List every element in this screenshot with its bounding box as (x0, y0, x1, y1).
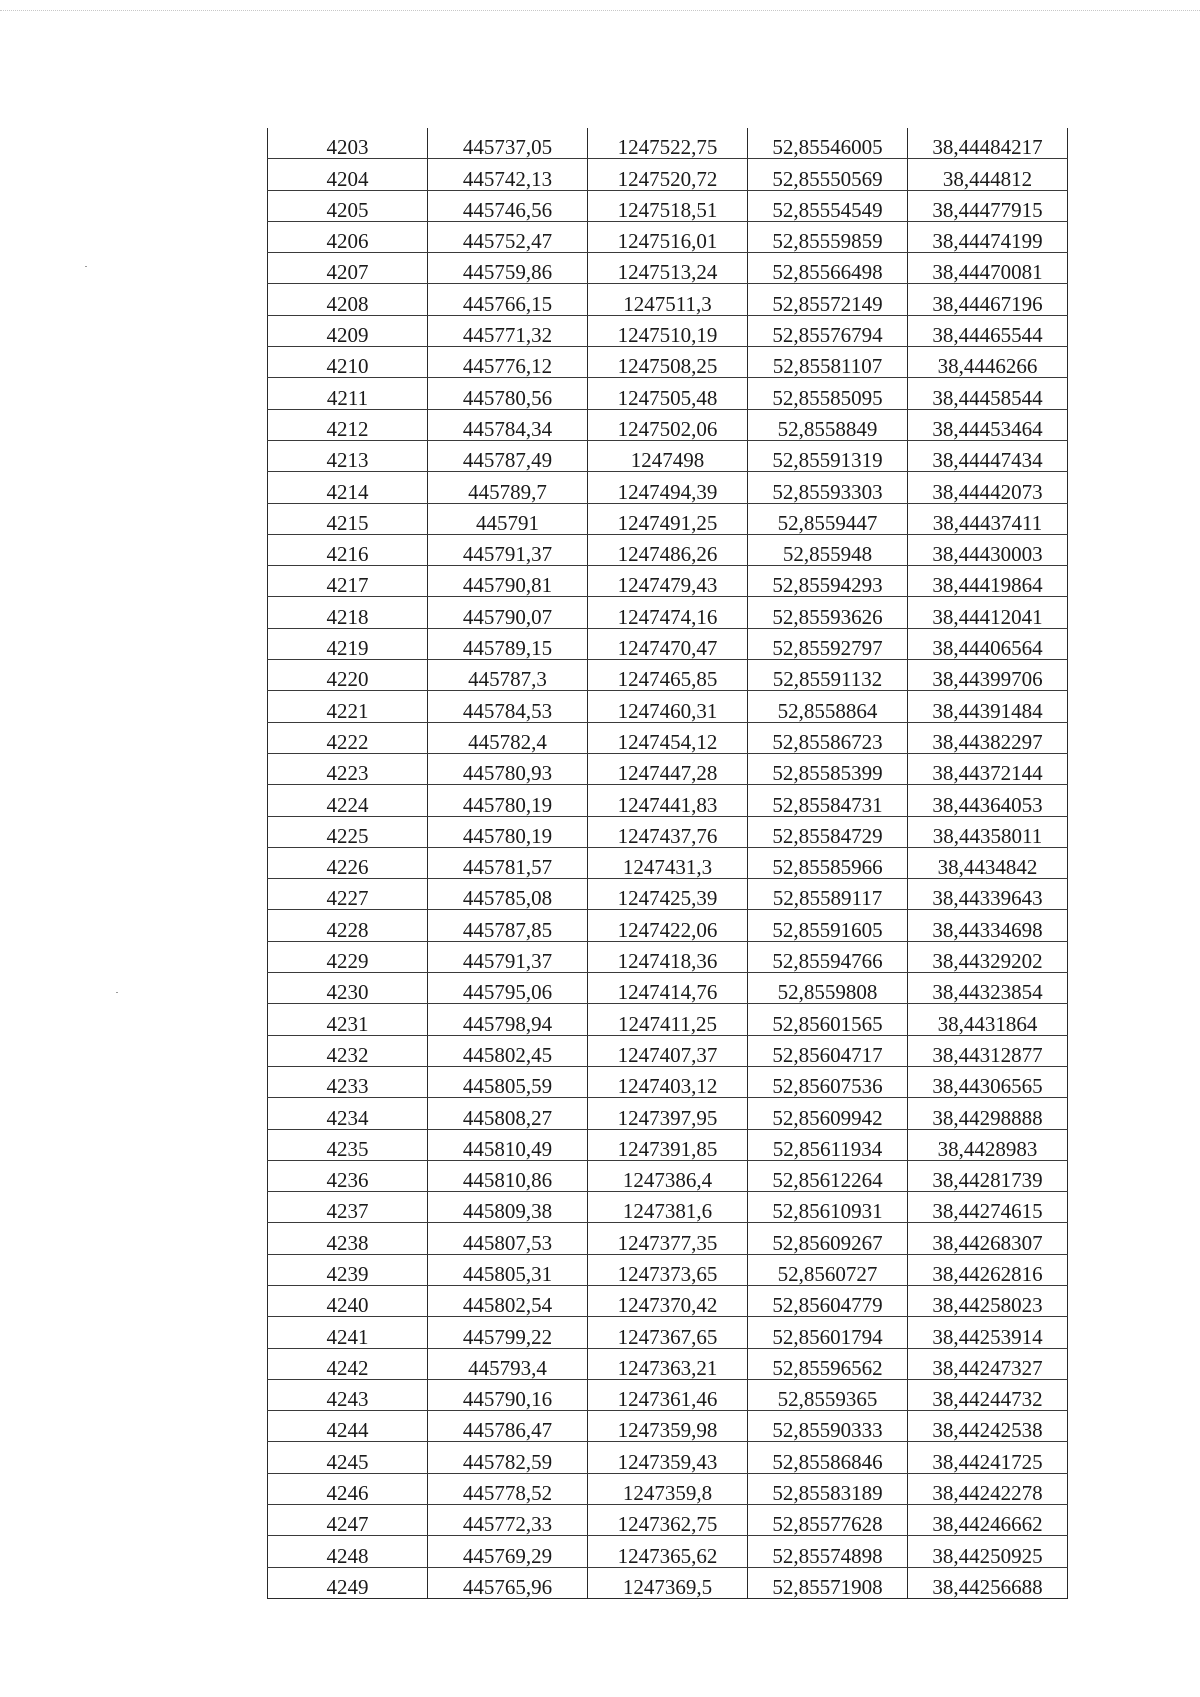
y-coordinate-cell: 1247522,75 (588, 128, 748, 159)
longitude-cell: 38,44372144 (908, 753, 1068, 784)
latitude-cell: 52,85576794 (748, 315, 908, 346)
latitude-cell: 52,85590333 (748, 1411, 908, 1442)
x-coordinate-cell: 445776,12 (428, 347, 588, 378)
longitude-cell: 38,44334698 (908, 910, 1068, 941)
point-number-cell: 4242 (268, 1348, 428, 1379)
latitude-cell: 52,85571908 (748, 1567, 908, 1598)
x-coordinate-cell: 445787,49 (428, 440, 588, 471)
x-coordinate-cell: 445771,32 (428, 315, 588, 346)
x-coordinate-cell: 445785,08 (428, 879, 588, 910)
point-number-cell: 4224 (268, 785, 428, 816)
longitude-cell: 38,44458544 (908, 378, 1068, 409)
y-coordinate-cell: 1247414,76 (588, 973, 748, 1004)
point-number-cell: 4208 (268, 284, 428, 315)
latitude-cell: 52,8560727 (748, 1254, 908, 1285)
latitude-cell: 52,85594766 (748, 941, 908, 972)
longitude-cell: 38,44253914 (908, 1317, 1068, 1348)
table-row (268, 159, 1068, 190)
y-coordinate-cell: 1247425,39 (588, 879, 748, 910)
point-number-cell: 4231 (268, 1004, 428, 1035)
coordinates-table (267, 128, 1068, 1599)
y-coordinate-cell: 1247361,46 (588, 1379, 748, 1410)
x-coordinate-cell: 445789,7 (428, 472, 588, 503)
longitude-cell: 38,4446266 (908, 347, 1068, 378)
table-row (268, 1160, 1068, 1191)
y-coordinate-cell: 1247437,76 (588, 816, 748, 847)
point-number-cell: 4227 (268, 879, 428, 910)
longitude-cell: 38,44364053 (908, 785, 1068, 816)
x-coordinate-cell: 445802,45 (428, 1035, 588, 1066)
longitude-cell: 38,44453464 (908, 409, 1068, 440)
latitude-cell: 52,85591605 (748, 910, 908, 941)
latitude-cell: 52,85593626 (748, 597, 908, 628)
longitude-cell: 38,44306565 (908, 1066, 1068, 1097)
scan-top-edge (0, 10, 1200, 11)
latitude-cell: 52,85546005 (748, 128, 908, 159)
point-number-cell: 4228 (268, 910, 428, 941)
point-number-cell: 4241 (268, 1317, 428, 1348)
x-coordinate-cell: 445737,05 (428, 128, 588, 159)
table-row (268, 1536, 1068, 1567)
x-coordinate-cell: 445789,15 (428, 628, 588, 659)
y-coordinate-cell: 1247510,19 (588, 315, 748, 346)
table-row (268, 973, 1068, 1004)
point-number-cell: 4249 (268, 1567, 428, 1598)
point-number-cell: 4205 (268, 190, 428, 221)
latitude-cell: 52,85604779 (748, 1285, 908, 1316)
x-coordinate-cell: 445809,38 (428, 1192, 588, 1223)
y-coordinate-cell: 1247470,47 (588, 628, 748, 659)
latitude-cell: 52,85585095 (748, 378, 908, 409)
longitude-cell: 38,44467196 (908, 284, 1068, 315)
y-coordinate-cell: 1247407,37 (588, 1035, 748, 1066)
longitude-cell: 38,44442073 (908, 472, 1068, 503)
table-row (268, 722, 1068, 753)
point-number-cell: 4247 (268, 1505, 428, 1536)
latitude-cell: 52,85609942 (748, 1098, 908, 1129)
point-number-cell: 4217 (268, 566, 428, 597)
point-number-cell: 4240 (268, 1285, 428, 1316)
x-coordinate-cell: 445780,19 (428, 816, 588, 847)
table-row (268, 597, 1068, 628)
latitude-cell: 52,855948 (748, 534, 908, 565)
y-coordinate-cell: 1247362,75 (588, 1505, 748, 1536)
table-row (268, 660, 1068, 691)
x-coordinate-cell: 445808,27 (428, 1098, 588, 1129)
point-number-cell: 4209 (268, 315, 428, 346)
point-number-cell: 4244 (268, 1411, 428, 1442)
y-coordinate-cell: 1247505,48 (588, 378, 748, 409)
longitude-cell: 38,44406564 (908, 628, 1068, 659)
x-coordinate-cell: 445784,53 (428, 691, 588, 722)
x-coordinate-cell: 445790,07 (428, 597, 588, 628)
latitude-cell: 52,85607536 (748, 1066, 908, 1097)
point-number-cell: 4233 (268, 1066, 428, 1097)
longitude-cell: 38,44247327 (908, 1348, 1068, 1379)
table-row (268, 315, 1068, 346)
y-coordinate-cell: 1247431,3 (588, 847, 748, 878)
latitude-cell: 52,85589117 (748, 879, 908, 910)
table-row (268, 1411, 1068, 1442)
latitude-cell: 52,85572149 (748, 284, 908, 315)
point-number-cell: 4207 (268, 253, 428, 284)
table-row (268, 1129, 1068, 1160)
table-row (268, 409, 1068, 440)
longitude-cell: 38,44312877 (908, 1035, 1068, 1066)
y-coordinate-cell: 1247511,3 (588, 284, 748, 315)
point-number-cell: 4216 (268, 534, 428, 565)
point-number-cell: 4218 (268, 597, 428, 628)
x-coordinate-cell: 445742,13 (428, 159, 588, 190)
y-coordinate-cell: 1247365,62 (588, 1536, 748, 1567)
x-coordinate-cell: 445782,4 (428, 722, 588, 753)
point-number-cell: 4213 (268, 440, 428, 471)
latitude-cell: 52,85601794 (748, 1317, 908, 1348)
longitude-cell: 38,44437411 (908, 503, 1068, 534)
table-row (268, 941, 1068, 972)
latitude-cell: 52,85592797 (748, 628, 908, 659)
longitude-cell: 38,44358011 (908, 816, 1068, 847)
x-coordinate-cell: 445802,54 (428, 1285, 588, 1316)
point-number-cell: 4225 (268, 816, 428, 847)
table-row (268, 1035, 1068, 1066)
x-coordinate-cell: 445790,81 (428, 566, 588, 597)
y-coordinate-cell: 1247386,4 (588, 1160, 748, 1191)
x-coordinate-cell: 445780,56 (428, 378, 588, 409)
longitude-cell: 38,44242278 (908, 1473, 1068, 1504)
point-number-cell: 4223 (268, 753, 428, 784)
x-coordinate-cell: 445778,52 (428, 1473, 588, 1504)
table-row (268, 347, 1068, 378)
y-coordinate-cell: 1247454,12 (588, 722, 748, 753)
x-coordinate-cell: 445769,29 (428, 1536, 588, 1567)
table-row (268, 1254, 1068, 1285)
longitude-cell: 38,44399706 (908, 660, 1068, 691)
longitude-cell: 38,44484217 (908, 128, 1068, 159)
latitude-cell: 52,85581107 (748, 347, 908, 378)
x-coordinate-cell: 445772,33 (428, 1505, 588, 1536)
x-coordinate-cell: 445781,57 (428, 847, 588, 878)
point-number-cell: 4236 (268, 1160, 428, 1191)
y-coordinate-cell: 1247418,36 (588, 941, 748, 972)
x-coordinate-cell: 445798,94 (428, 1004, 588, 1035)
latitude-cell: 52,85586846 (748, 1442, 908, 1473)
y-coordinate-cell: 1247498 (588, 440, 748, 471)
y-coordinate-cell: 1247447,28 (588, 753, 748, 784)
longitude-cell: 38,44447434 (908, 440, 1068, 471)
table-row (268, 879, 1068, 910)
latitude-cell: 52,8558849 (748, 409, 908, 440)
longitude-cell: 38,4434842 (908, 847, 1068, 878)
y-coordinate-cell: 1247359,8 (588, 1473, 748, 1504)
point-number-cell: 4220 (268, 660, 428, 691)
point-number-cell: 4245 (268, 1442, 428, 1473)
table-row (268, 691, 1068, 722)
longitude-cell: 38,44323854 (908, 973, 1068, 1004)
x-coordinate-cell: 445810,86 (428, 1160, 588, 1191)
x-coordinate-cell: 445805,59 (428, 1066, 588, 1097)
point-number-cell: 4215 (268, 503, 428, 534)
y-coordinate-cell: 1247502,06 (588, 409, 748, 440)
y-coordinate-cell: 1247403,12 (588, 1066, 748, 1097)
latitude-cell: 52,85601565 (748, 1004, 908, 1035)
table-row (268, 1223, 1068, 1254)
latitude-cell: 52,85583189 (748, 1473, 908, 1504)
table-row (268, 190, 1068, 221)
y-coordinate-cell: 1247491,25 (588, 503, 748, 534)
y-coordinate-cell: 1247397,95 (588, 1098, 748, 1129)
longitude-cell: 38,44339643 (908, 879, 1068, 910)
longitude-cell: 38,44430003 (908, 534, 1068, 565)
y-coordinate-cell: 1247513,24 (588, 253, 748, 284)
table-row (268, 753, 1068, 784)
latitude-cell: 52,85604717 (748, 1035, 908, 1066)
y-coordinate-cell: 1247363,21 (588, 1348, 748, 1379)
longitude-cell: 38,44470081 (908, 253, 1068, 284)
y-coordinate-cell: 1247422,06 (588, 910, 748, 941)
y-coordinate-cell: 1247359,43 (588, 1442, 748, 1473)
y-coordinate-cell: 1247494,39 (588, 472, 748, 503)
x-coordinate-cell: 445805,31 (428, 1254, 588, 1285)
x-coordinate-cell: 445810,49 (428, 1129, 588, 1160)
x-coordinate-cell: 445759,86 (428, 253, 588, 284)
longitude-cell: 38,44274615 (908, 1192, 1068, 1223)
y-coordinate-cell: 1247474,16 (588, 597, 748, 628)
scan-speck (116, 992, 118, 993)
table-row (268, 440, 1068, 471)
table-row (268, 472, 1068, 503)
table-row (268, 1473, 1068, 1504)
x-coordinate-cell: 445791,37 (428, 941, 588, 972)
x-coordinate-cell: 445786,47 (428, 1411, 588, 1442)
latitude-cell: 52,85584729 (748, 816, 908, 847)
table-row (268, 253, 1068, 284)
y-coordinate-cell: 1247441,83 (588, 785, 748, 816)
y-coordinate-cell: 1247508,25 (588, 347, 748, 378)
longitude-cell: 38,44329202 (908, 941, 1068, 972)
longitude-cell: 38,44412041 (908, 597, 1068, 628)
table-row (268, 503, 1068, 534)
latitude-cell: 52,85585399 (748, 753, 908, 784)
longitude-cell: 38,44256688 (908, 1567, 1068, 1598)
table-row (268, 816, 1068, 847)
latitude-cell: 52,85594293 (748, 566, 908, 597)
latitude-cell: 52,8559808 (748, 973, 908, 1004)
point-number-cell: 4222 (268, 722, 428, 753)
latitude-cell: 52,85591132 (748, 660, 908, 691)
table-row (268, 1285, 1068, 1316)
x-coordinate-cell: 445799,22 (428, 1317, 588, 1348)
point-number-cell: 4248 (268, 1536, 428, 1567)
table-row (268, 566, 1068, 597)
table-row (268, 1066, 1068, 1097)
table-row (268, 1348, 1068, 1379)
longitude-cell: 38,44241725 (908, 1442, 1068, 1473)
table-row (268, 1505, 1068, 1536)
x-coordinate-cell: 445752,47 (428, 221, 588, 252)
x-coordinate-cell: 445793,4 (428, 1348, 588, 1379)
x-coordinate-cell: 445746,56 (428, 190, 588, 221)
table-row (268, 378, 1068, 409)
point-number-cell: 4246 (268, 1473, 428, 1504)
y-coordinate-cell: 1247377,35 (588, 1223, 748, 1254)
longitude-cell: 38,44465544 (908, 315, 1068, 346)
point-number-cell: 4238 (268, 1223, 428, 1254)
point-number-cell: 4243 (268, 1379, 428, 1410)
latitude-cell: 52,85593303 (748, 472, 908, 503)
longitude-cell: 38,44477915 (908, 190, 1068, 221)
point-number-cell: 4211 (268, 378, 428, 409)
table-row (268, 1192, 1068, 1223)
latitude-cell: 52,85586723 (748, 722, 908, 753)
point-number-cell: 4232 (268, 1035, 428, 1066)
longitude-cell: 38,44382297 (908, 722, 1068, 753)
point-number-cell: 4226 (268, 847, 428, 878)
x-coordinate-cell: 445780,93 (428, 753, 588, 784)
x-coordinate-cell: 445780,19 (428, 785, 588, 816)
latitude-cell: 52,85554549 (748, 190, 908, 221)
y-coordinate-cell: 1247465,85 (588, 660, 748, 691)
x-coordinate-cell: 445795,06 (428, 973, 588, 1004)
table-row (268, 847, 1068, 878)
longitude-cell: 38,4431864 (908, 1004, 1068, 1035)
y-coordinate-cell: 1247367,65 (588, 1317, 748, 1348)
longitude-cell: 38,44250925 (908, 1536, 1068, 1567)
point-number-cell: 4219 (268, 628, 428, 659)
longitude-cell: 38,44419864 (908, 566, 1068, 597)
x-coordinate-cell: 445791 (428, 503, 588, 534)
x-coordinate-cell: 445787,85 (428, 910, 588, 941)
point-number-cell: 4204 (268, 159, 428, 190)
x-coordinate-cell: 445807,53 (428, 1223, 588, 1254)
point-number-cell: 4203 (268, 128, 428, 159)
point-number-cell: 4239 (268, 1254, 428, 1285)
table-row (268, 910, 1068, 941)
latitude-cell: 52,85611934 (748, 1129, 908, 1160)
y-coordinate-cell: 1247391,85 (588, 1129, 748, 1160)
longitude-cell: 38,44281739 (908, 1160, 1068, 1191)
longitude-cell: 38,44242538 (908, 1411, 1068, 1442)
point-number-cell: 4212 (268, 409, 428, 440)
point-number-cell: 4234 (268, 1098, 428, 1129)
table-row (268, 534, 1068, 565)
point-number-cell: 4206 (268, 221, 428, 252)
point-number-cell: 4229 (268, 941, 428, 972)
latitude-cell: 52,85609267 (748, 1223, 908, 1254)
table-row (268, 128, 1068, 159)
table-row (268, 221, 1068, 252)
latitude-cell: 52,85591319 (748, 440, 908, 471)
table-row (268, 1317, 1068, 1348)
longitude-cell: 38,44258023 (908, 1285, 1068, 1316)
table-row (268, 1567, 1068, 1598)
table-row (268, 785, 1068, 816)
point-number-cell: 4210 (268, 347, 428, 378)
longitude-cell: 38,44246662 (908, 1505, 1068, 1536)
y-coordinate-cell: 1247411,25 (588, 1004, 748, 1035)
y-coordinate-cell: 1247381,6 (588, 1192, 748, 1223)
point-number-cell: 4237 (268, 1192, 428, 1223)
y-coordinate-cell: 1247518,51 (588, 190, 748, 221)
x-coordinate-cell: 445791,37 (428, 534, 588, 565)
x-coordinate-cell: 445782,59 (428, 1442, 588, 1473)
y-coordinate-cell: 1247479,43 (588, 566, 748, 597)
point-number-cell: 4230 (268, 973, 428, 1004)
point-number-cell: 4214 (268, 472, 428, 503)
latitude-cell: 52,8558864 (748, 691, 908, 722)
latitude-cell: 52,85610931 (748, 1192, 908, 1223)
y-coordinate-cell: 1247460,31 (588, 691, 748, 722)
scan-speck (85, 266, 87, 267)
table-row (268, 628, 1068, 659)
latitude-cell: 52,85577628 (748, 1505, 908, 1536)
x-coordinate-cell: 445787,3 (428, 660, 588, 691)
table-row (268, 1098, 1068, 1129)
latitude-cell: 52,85584731 (748, 785, 908, 816)
y-coordinate-cell: 1247520,72 (588, 159, 748, 190)
latitude-cell: 52,85574898 (748, 1536, 908, 1567)
longitude-cell: 38,444812 (908, 159, 1068, 190)
latitude-cell: 52,85559859 (748, 221, 908, 252)
y-coordinate-cell: 1247516,01 (588, 221, 748, 252)
table-row (268, 1004, 1068, 1035)
longitude-cell: 38,4428983 (908, 1129, 1068, 1160)
y-coordinate-cell: 1247369,5 (588, 1567, 748, 1598)
latitude-cell: 52,85566498 (748, 253, 908, 284)
x-coordinate-cell: 445790,16 (428, 1379, 588, 1410)
longitude-cell: 38,44298888 (908, 1098, 1068, 1129)
longitude-cell: 38,44244732 (908, 1379, 1068, 1410)
y-coordinate-cell: 1247370,42 (588, 1285, 748, 1316)
table-row (268, 284, 1068, 315)
point-number-cell: 4235 (268, 1129, 428, 1160)
x-coordinate-cell: 445765,96 (428, 1567, 588, 1598)
latitude-cell: 52,85596562 (748, 1348, 908, 1379)
latitude-cell: 52,85612264 (748, 1160, 908, 1191)
y-coordinate-cell: 1247359,98 (588, 1411, 748, 1442)
table-row (268, 1442, 1068, 1473)
longitude-cell: 38,44391484 (908, 691, 1068, 722)
point-number-cell: 4221 (268, 691, 428, 722)
y-coordinate-cell: 1247486,26 (588, 534, 748, 565)
y-coordinate-cell: 1247373,65 (588, 1254, 748, 1285)
longitude-cell: 38,44268307 (908, 1223, 1068, 1254)
latitude-cell: 52,8559365 (748, 1379, 908, 1410)
longitude-cell: 38,44474199 (908, 221, 1068, 252)
coordinates-table-body (268, 128, 1068, 1598)
latitude-cell: 52,85550569 (748, 159, 908, 190)
latitude-cell: 52,85585966 (748, 847, 908, 878)
longitude-cell: 38,44262816 (908, 1254, 1068, 1285)
table-row (268, 1379, 1068, 1410)
x-coordinate-cell: 445784,34 (428, 409, 588, 440)
x-coordinate-cell: 445766,15 (428, 284, 588, 315)
latitude-cell: 52,8559447 (748, 503, 908, 534)
